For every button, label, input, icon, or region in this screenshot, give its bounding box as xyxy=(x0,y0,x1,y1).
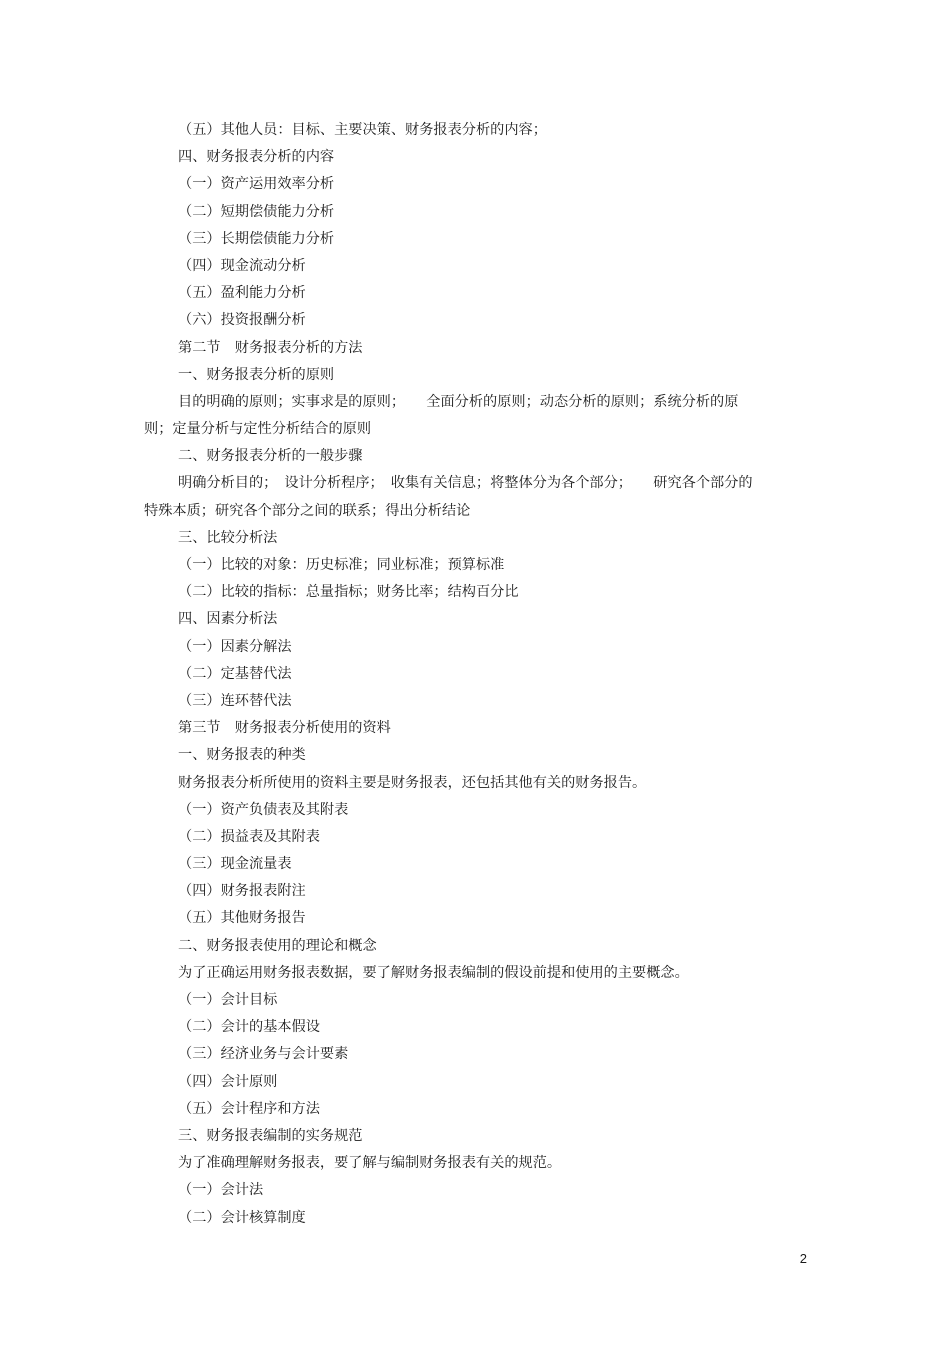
list-item: （二）损益表及其附表 xyxy=(178,828,320,845)
list-item: （一）会计法 xyxy=(178,1182,264,1199)
list-item: （三）长期偿债能力分析 xyxy=(178,230,335,247)
list-item: （五）会计程序和方法 xyxy=(178,1100,320,1117)
section-heading: 三、财务报表编制的实务规范 xyxy=(178,1127,363,1144)
list-item: （一）资产运用效率分析 xyxy=(178,176,335,193)
list-item: （四）会计原则 xyxy=(178,1073,278,1090)
list-item: （四）现金流动分析 xyxy=(178,257,306,274)
list-item: （二）会计核算制度 xyxy=(178,1209,306,1226)
list-item: （六）投资报酬分析 xyxy=(178,312,306,329)
list-item: （一）会计目标 xyxy=(178,992,278,1008)
list-item: （三）现金流量表 xyxy=(178,856,292,873)
paragraph-line: 财务报表分析所使用的资料主要是财务报表，还包括其他有关的财务报告。 xyxy=(178,774,647,791)
list-item: （四）财务报表附注 xyxy=(178,883,306,900)
paragraph-line: 明确分析目的； 设计分析程序； 收集有关信息；将整体分为各个部分； 研究各个部分的 xyxy=(178,475,753,492)
list-item: （五）其他财务报告 xyxy=(178,910,306,927)
page-number: 2 xyxy=(799,1251,807,1266)
list-item: （五）盈利能力分析 xyxy=(178,285,306,302)
section-heading: 三、比较分析法 xyxy=(178,529,278,546)
section-heading: 四、因素分析法 xyxy=(178,611,278,628)
section-heading: 一、财务报表的种类 xyxy=(178,747,306,764)
list-item: （一）因素分解法 xyxy=(178,638,292,655)
page-body xyxy=(0,117,950,1232)
section-heading: 二、财务报表分析的一般步骤 xyxy=(178,448,363,465)
list-item: （二）会计的基本假设 xyxy=(178,1019,320,1036)
list-item: （一）资产负债表及其附表 xyxy=(178,801,349,818)
list-item: （三）经济业务与会计要素 xyxy=(178,1046,349,1063)
chapter-section-title: 第二节 财务报表分析的方法 xyxy=(178,339,363,356)
list-item: （二）定基替代法 xyxy=(178,665,292,682)
chapter-section-title: 第三节 财务报表分析使用的资料 xyxy=(178,720,391,737)
list-item: （二）比较的指标：总量指标；财务比率；结构百分比 xyxy=(178,584,519,601)
paragraph-line: 为了准确理解财务报表，要了解与编制财务报表有关的规范。 xyxy=(178,1155,562,1172)
paragraph-line: 特殊本质；研究各个部分之间的联系；得出分析结论 xyxy=(144,502,471,519)
text-line: （五）其他人员：目标、主要决策、财务报表分析的内容； xyxy=(178,122,547,138)
list-item: （一）比较的对象：历史标准；同业标准；预算标准 xyxy=(178,557,505,573)
list-item: （三）连环替代法 xyxy=(178,692,292,709)
paragraph-line: 则；定量分析与定性分析结合的原则 xyxy=(144,421,372,438)
section-heading: 四、财务报表分析的内容 xyxy=(178,149,335,166)
section-heading: 一、财务报表分析的原则 xyxy=(178,366,335,383)
paragraph-line: 目的明确的原则；实事求是的原则； 全面分析的原则；动态分析的原则；系统分析的原 xyxy=(178,393,739,410)
section-heading: 二、财务报表使用的理论和概念 xyxy=(178,937,377,954)
paragraph-line: 为了正确运用财务报表数据，要了解财务报表编制的假设前提和使用的主要概念。 xyxy=(178,964,689,981)
list-item: （二）短期偿债能力分析 xyxy=(178,203,335,220)
